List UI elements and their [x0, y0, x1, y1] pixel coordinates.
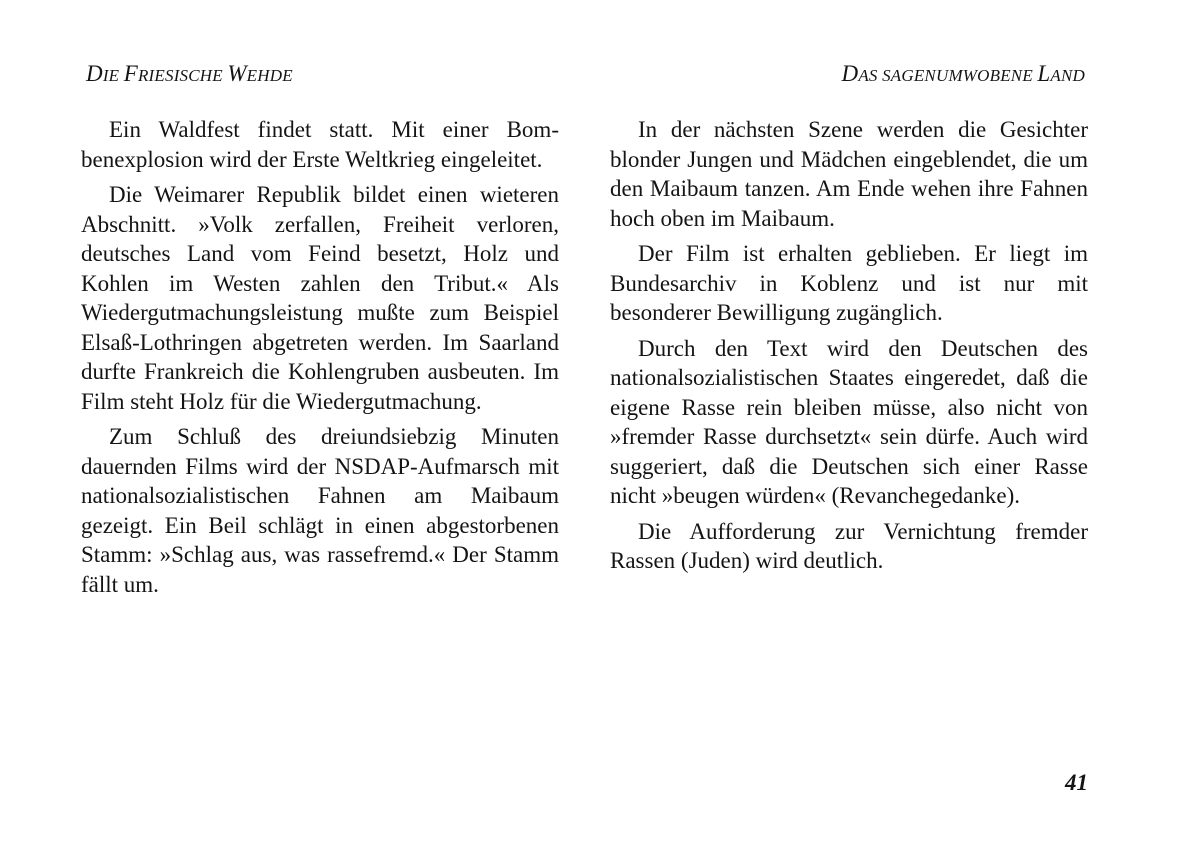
- right-column: [610, 115, 1088, 582]
- paragraph: Die Aufforderung zur Vernichtung fremder Rassen (Juden) wird deutlich.: [610, 518, 1088, 573]
- page-number: 41: [1065, 770, 1088, 795]
- running-head-right: [842, 60, 1085, 90]
- paragraph: In der nächsten Szene werden die Gesichter blonder Jungen und Mädchen eingeblendet, die um den Maibaum tanzen. Am Ende wehen ihre Fahnen hoch oben im Maibaum.: [610, 117, 1088, 231]
- header-right-rest-2: AND: [1050, 66, 1085, 85]
- header-left-initial-1: D: [86, 61, 103, 86]
- paragraph: Zum Schluß des dreiundsiebzig Minuten dauernden Films wird der NSDAP-Aufmarsch mit nationalsozialistischen Fahnen am Maibaum gezeigt. Ein Beil schlägt in einen abgestorbenen Stamm: »Schlag aus, was rassefremd.« Der Stamm fällt um.: [81, 424, 559, 597]
- paragraph: Die Weimarer Republik bildet einen wieteren Abschnitt. »Volk zerfallen, Freiheit verloren, deutsches Land vom Feind besetzt, Holz und Kohlen im Westen zahlen den Tribut.« Als Wiedergutmachungsleistung mußte zum Beispiel Elsaß-Lothringen abgetreten werden. Im Saarland durfte Frankreich die Kohlengruben ausbeuten. Im Film steht Holz für die Wiedergutmachung.: [81, 182, 559, 414]
- header-left-rest-2: RIESISCHE: [137, 66, 228, 85]
- left-column: [81, 115, 559, 605]
- running-head-left: [86, 60, 293, 90]
- paragraph: Durch den Text wird den Deutschen des nationalsozialistischen Staates eingeredet, daß die eigene Rasse rein bleiben müsse, also nicht von »fremder Rasse durchsetzt« sein dürfe. Auch wird suggeriert, daß die Deutschen sich einer Rasse nicht »beugen würden« (Revanchegedanke).: [610, 335, 1088, 508]
- header-left-initial-3: W: [227, 61, 247, 86]
- header-left-rest-1: IE: [102, 66, 124, 85]
- paragraph: Der Film ist erhalten geblieben. Er liegt im Bundesarchiv in Koblenz und ist nur mit besonderer Bewilligung zugänglich.: [610, 241, 1088, 325]
- header-right-initial-1: D: [841, 61, 859, 86]
- paragraph: Ein Waldfest findet statt. Mit einer Bombenexplosion wird der Erste Weltkrieg eingeleitet.: [81, 117, 559, 172]
- header-right-rest-1: AS SAGENUMWOBENE: [858, 66, 1038, 85]
- header-left-initial-2: F: [123, 61, 138, 86]
- header-left-rest-3: EHDE: [246, 66, 293, 85]
- header-right-initial-2: L: [1037, 61, 1051, 86]
